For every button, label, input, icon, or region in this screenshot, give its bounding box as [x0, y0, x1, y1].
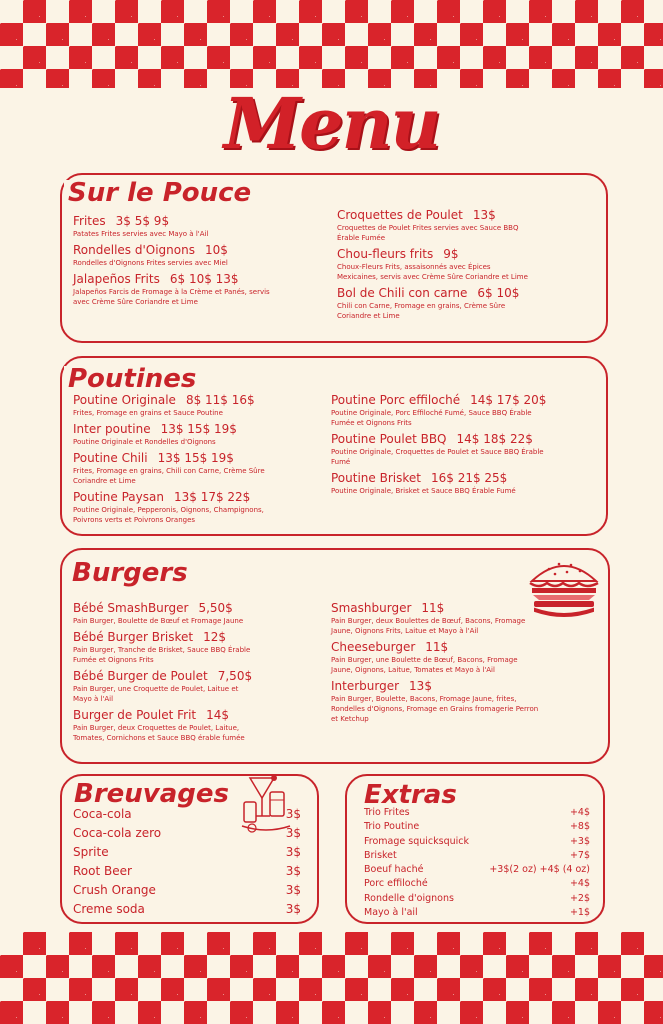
menu-item-price: 13$	[409, 679, 432, 693]
menu-item-price: 9$	[443, 247, 459, 261]
menu-item	[73, 630, 253, 665]
menu-item-price: 13$ 15$ 19$	[160, 422, 237, 436]
menu-item-header	[73, 243, 273, 258]
list-item	[364, 877, 590, 891]
menu-item-name: Rondelles d'Oignons	[73, 243, 195, 257]
menu-item-name: Bébé Burger de Poulet	[73, 669, 208, 683]
menu-item-price: 6$ 10$	[477, 286, 520, 300]
menu-item-description: Rondelles d'Oignons Frites servies avec Miel	[73, 259, 228, 267]
menu-item-price: 8$ 11$ 16$	[185, 393, 255, 407]
list-item-name: Creme soda	[73, 902, 145, 916]
menu-item-name: Croquettes de Poulet	[337, 208, 463, 222]
list-item	[73, 843, 301, 862]
menu-item	[73, 708, 253, 743]
checkered-border-top	[0, 0, 663, 88]
menu-item	[73, 214, 273, 239]
menu-item-header	[331, 471, 551, 486]
menu-item-header	[73, 393, 273, 408]
menu-item-name: Poutine Originale	[73, 393, 176, 407]
menu-item-header	[331, 601, 541, 616]
menu-item	[331, 393, 551, 428]
list-item	[73, 862, 301, 881]
menu-item-price: 10$	[204, 243, 228, 257]
menu-item	[73, 393, 273, 418]
menu-item-name: Bébé Burger Brisket	[73, 630, 194, 644]
sur-le-pouce-right	[337, 208, 532, 325]
menu-item	[331, 679, 541, 724]
menu-item-description: Pain Burger, Boulette, Bacons, Fromage Jaune, frites, Rondelles d'Oignons, Fromage en Grains fromagerie Perron et Ketchup	[331, 695, 539, 723]
menu-item	[337, 286, 532, 321]
menu-item-header	[337, 208, 532, 223]
list-item-price: +3$(2 oz) +4$ (4 oz)	[489, 864, 590, 876]
list-item-price: 3$	[285, 826, 301, 840]
menu-item-description: Pain Burger, Boulette de Bœuf et Fromage Jaune	[73, 617, 244, 625]
list-item	[73, 900, 301, 919]
menu-item-name: Inter poutine	[73, 422, 151, 436]
menu-item-header	[331, 432, 551, 447]
menu-item-description: Pain Burger, une Croquette de Poulet, Laitue et Mayo à l'Ail	[73, 685, 239, 703]
menu-item-description: Poutine Originale, Pepperonis, Oignons, Champignons, Poivrons verts et Poivrons Oranges	[73, 506, 264, 524]
extras-list	[364, 806, 590, 920]
menu-item	[73, 669, 253, 704]
list-item-price: +1$	[569, 907, 590, 919]
menu-item-description: Patates Frites servies avec Mayo à l'Ail	[73, 230, 209, 238]
menu-item-name: Jalapeños Frits	[73, 272, 160, 286]
menu-item-description: Frites, Fromage en grains et Sauce Poutine	[73, 409, 223, 417]
menu-item	[73, 272, 273, 307]
list-item	[364, 863, 590, 877]
menu-item-description: Pain Burger, deux Croquettes de Poulet, Laitue, Tomates, Cornichons et Sauce BBQ érable fumée	[73, 724, 245, 742]
menu-item-price: 14$	[206, 708, 230, 722]
menu-item-name: Poutine Paysan	[73, 490, 164, 504]
menu-item-price: 7,50$	[217, 669, 253, 683]
section-heading: Extras	[360, 782, 461, 808]
list-item-price: +3$	[569, 835, 590, 847]
menu-item-header	[331, 679, 541, 694]
list-item-name: Brisket	[364, 849, 397, 861]
list-item-price: 3$	[285, 807, 301, 821]
section-heading: Poutines	[64, 366, 200, 392]
list-item-name: Porc effiloché	[364, 878, 428, 890]
menu-item-name: Cheeseburger	[331, 640, 416, 654]
checkered-border-bottom	[0, 932, 663, 1024]
list-item-price: +8$	[569, 821, 590, 833]
list-item-name: Trio Frites	[364, 807, 410, 818]
menu-item-price: 13$ 15$ 19$	[157, 451, 234, 465]
list-item	[364, 820, 590, 834]
menu-item-price: 13$ 17$ 22$	[173, 490, 251, 504]
burger-icon	[527, 553, 601, 623]
menu-item-description: Poutine Originale, Brisket et Sauce BBQ Érable Fumé	[331, 487, 516, 495]
list-item-name: Coca-cola zero	[73, 826, 162, 840]
menu-item-header	[331, 640, 541, 655]
menu-item-header	[337, 286, 532, 301]
menu-item-name: Poutine Chili	[73, 451, 148, 465]
menu-item-header	[73, 708, 253, 723]
menu-item	[73, 243, 273, 268]
menu-item-price: 11$	[425, 640, 449, 654]
menu-item-header	[331, 393, 551, 408]
menu-item-description: Jalapeños Farcis de Fromage à la Crème et Panés, servis avec Crème Sûre Coriandre et Lime	[73, 288, 270, 306]
menu-item-description: Choux-Fleurs Frits, assaisonnés avec Épices Mexicaines, servis avec Crème Sûre Coriandre et Lime	[337, 263, 528, 281]
menu-item-description: Poutine Originale, Porc Effiloché Fumé, Sauce BBQ Érable Fumée et Oignons Frits	[331, 409, 532, 427]
menu-item-name: Poutine Porc effiloché	[331, 393, 461, 407]
list-item-name: Boeuf haché	[364, 864, 424, 876]
menu-item-header	[337, 247, 532, 262]
list-item-name: Crush Orange	[73, 883, 156, 897]
menu-item-name: Frites	[73, 214, 106, 228]
menu-item-price: 6$ 10$ 13$	[169, 272, 239, 286]
menu-item-name: Poutine Poulet BBQ	[331, 432, 447, 446]
poutines-right	[331, 393, 551, 500]
menu-item-name: Chou-fleurs frits	[337, 247, 434, 261]
menu-item-name: Bébé SmashBurger	[73, 601, 189, 615]
list-item-price: 3$	[285, 864, 301, 878]
menu-item	[73, 601, 253, 626]
menu-item-header	[73, 669, 253, 684]
list-item-price: 3$	[285, 883, 301, 897]
menu-item	[331, 432, 551, 467]
list-item-name: Fromage squicksquick	[364, 835, 469, 847]
menu-item	[73, 490, 273, 525]
burgers-left	[73, 601, 253, 747]
list-item-price: +4$	[569, 878, 590, 890]
menu-item	[337, 247, 532, 282]
menu-item	[73, 451, 273, 486]
list-item	[73, 824, 301, 843]
list-item-price: 3$	[285, 902, 301, 916]
menu-item-description: Poutine Originale et Rondelles d'Oignons	[73, 438, 216, 446]
menu-item-header	[73, 490, 273, 505]
menu-item-description: Poutine Originale, Croquettes de Poulet et Sauce BBQ Érable Fumé	[331, 448, 544, 466]
list-item	[73, 805, 301, 824]
menu-item-price: 3$ 5$ 9$	[115, 214, 170, 228]
menu-item-header	[73, 451, 273, 466]
menu-item-header	[73, 630, 253, 645]
menu-item-description: Pain Burger, deux Boulettes de Bœuf, Bacons, Fromage Jaune, Oignons Frits, Laitue et Mayo à l'Ail	[331, 617, 526, 635]
menu-item	[331, 640, 541, 675]
list-item	[364, 849, 590, 863]
menu-item-price: 16$ 21$ 25$	[430, 471, 508, 485]
menu-item-header	[73, 272, 273, 287]
menu-item-description: Chili con Carne, Fromage en grains, Crème Sûre Coriandre et Lime	[337, 302, 506, 320]
list-item-price: +7$	[569, 849, 590, 861]
list-item-name: Mayo à l'ail	[364, 907, 418, 919]
menu-item-name: Poutine Brisket	[331, 471, 421, 485]
menu-item-name: Bol de Chili con carne	[337, 286, 468, 300]
list-item	[73, 881, 301, 900]
menu-item-header	[73, 601, 253, 616]
poutines-left	[73, 393, 273, 529]
menu-item-price: 12$	[203, 630, 227, 644]
menu-item	[331, 471, 551, 496]
list-item-name: Root Beer	[73, 864, 132, 878]
menu-item-header	[73, 214, 273, 229]
list-item-name: Coca-cola	[73, 807, 132, 821]
menu-item-name: Interburger	[331, 679, 400, 693]
section-heading: Sur le Pouce	[64, 180, 255, 206]
list-item-price: +2$	[569, 892, 590, 904]
menu-item-description: Pain Burger, une Boulette de Bœuf, Bacons, Fromage Jaune, Oignons, Laitue, Tomates et Mayo à l'Ail	[331, 656, 518, 674]
menu-item-price: 14$ 18$ 22$	[456, 432, 533, 446]
list-item-price: 3$	[285, 845, 301, 859]
list-item	[364, 806, 590, 820]
list-item-price: +4$	[569, 807, 590, 818]
section-heading: Burgers	[68, 560, 192, 586]
list-item-name: Sprite	[73, 845, 109, 859]
menu-item-name: Smashburger	[331, 601, 412, 615]
menu-title: Menu	[223, 82, 440, 165]
menu-item-price: 13$	[472, 208, 496, 222]
menu-item	[73, 422, 273, 447]
list-item	[364, 835, 590, 849]
list-item-name: Trio Poutine	[364, 821, 420, 833]
menu-item-name: Burger de Poulet Frit	[73, 708, 197, 722]
list-item	[364, 906, 590, 920]
menu-item-price: 5,50$	[198, 601, 233, 615]
menu-item-price: 11$	[421, 601, 445, 615]
menu-item-description: Pain Burger, Tranche de Brisket, Sauce BBQ Érable Fumée et Oignons Frits	[73, 646, 251, 664]
sur-le-pouce-left	[73, 214, 273, 311]
section-heading: Breuvages	[70, 781, 233, 807]
menu-item	[331, 601, 541, 636]
breuvages-list	[73, 805, 301, 919]
menu-item-price: 14$ 17$ 20$	[470, 393, 547, 407]
menu-item-description: Frites, Fromage en grains, Chili con Carne, Crème Sûre Coriandre et Lime	[73, 467, 265, 485]
menu-item-header	[73, 422, 273, 437]
burgers-right	[331, 601, 541, 728]
menu-item-description: Croquettes de Poulet Frites servies avec Sauce BBQ Érable Fumée	[337, 224, 519, 242]
list-item-name: Rondelle d'oignons	[364, 892, 454, 904]
list-item	[364, 892, 590, 906]
menu-item	[337, 208, 532, 243]
